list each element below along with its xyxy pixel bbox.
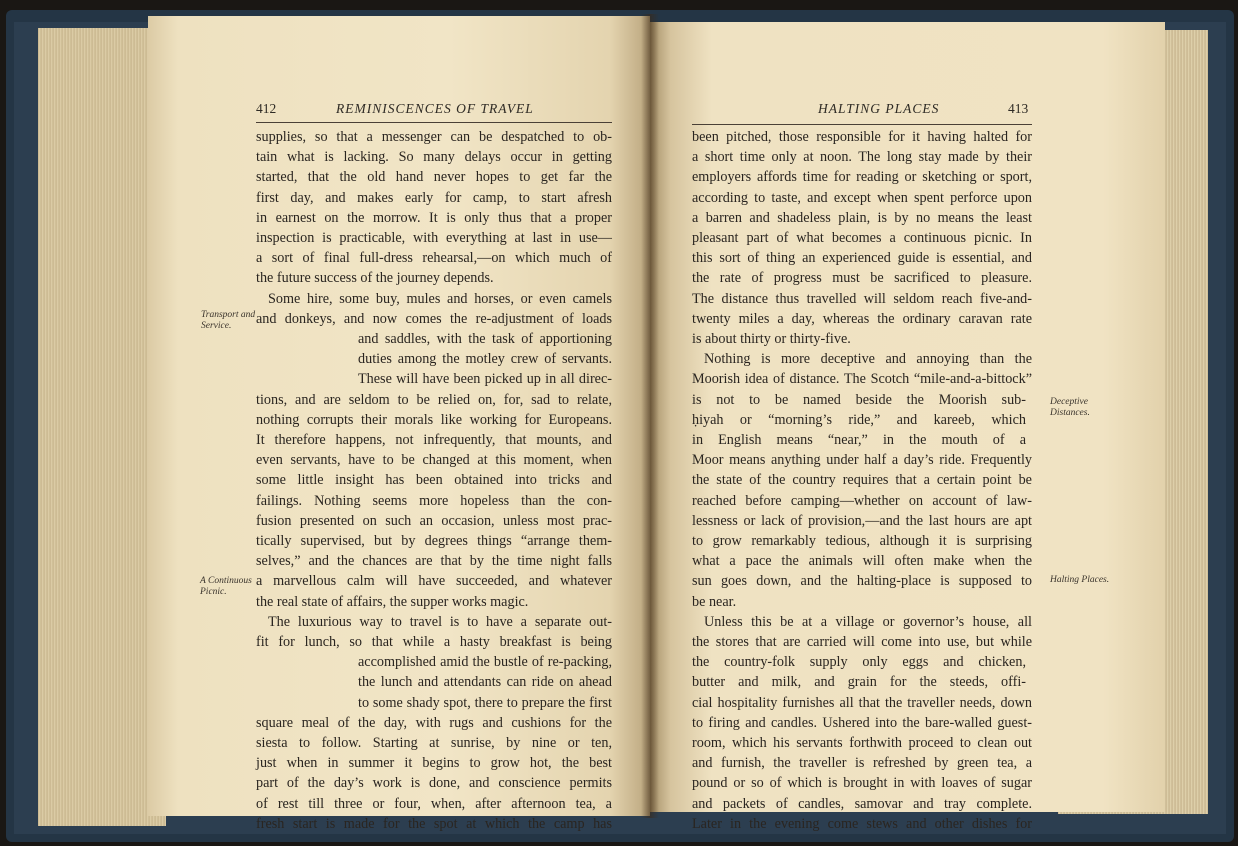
- text-line: according to taste, and except when spent perforce upon: [692, 189, 1032, 206]
- text-line: in English means “near,” in the mouth of a: [692, 432, 1026, 448]
- text-line: tically supervised, but by degrees things “arrange them-: [256, 533, 612, 549]
- text-line: reached before camping—whether on account of law-: [692, 492, 1032, 509]
- text-line: the country-folk supply only eggs and chicken,: [692, 654, 1026, 671]
- margin-note-transport: [201, 310, 255, 332]
- text-line: supplies, so that a messenger can be despatched to ob-: [256, 129, 612, 145]
- text-line: started, that the old hand never hopes to get far the: [256, 169, 612, 186]
- text-line: even servants, have to be changed at this moment, when: [256, 452, 612, 469]
- left-running-title: [336, 101, 534, 117]
- text-line: duties among the motley crew of servants.: [358, 351, 612, 368]
- text-line: ḥiyah or “morning’s ride,” and kareeb, which: [692, 411, 1026, 428]
- margin-note-line: Picnic.: [200, 587, 227, 597]
- text-line: square meal of the day, with rugs and cushions for the: [256, 714, 612, 731]
- text-line: some little insight has been obtained into tricks and: [256, 472, 612, 489]
- text-line: nothing corrupts their morals like working for Europeans.: [256, 411, 612, 428]
- margin-note-line: Service.: [201, 321, 232, 331]
- text-line: the rate of progress must be sacrificed to pleasure.: [692, 270, 1032, 287]
- left-page-edges: [38, 28, 166, 826]
- text-line: the stores that are carried will come into use, but while: [692, 634, 1032, 650]
- text-line: selves,” and the chances are that by the time night falls: [256, 553, 612, 570]
- text-line: the state of the country requires that a certain point be: [692, 472, 1032, 489]
- text-line: twenty miles a day, whereas the ordinary caravan rate: [692, 310, 1032, 327]
- text-line: Moor means anything under half a day’s ride. Frequently: [692, 452, 1032, 469]
- right-page-number: 413: [1008, 101, 1029, 116]
- text-line: fit for lunch, so that while a hasty breakfast is being: [256, 634, 612, 650]
- text-line: accomplished amid the bustle of re-packing,: [358, 654, 612, 671]
- book-gutter: [641, 14, 659, 818]
- text-line: and furnish, the traveller is refreshed by green tea, a: [692, 755, 1032, 772]
- text-line: the future success of the journey depends.: [256, 270, 494, 287]
- text-line: tain what is lacking. So many delays occur in getting: [256, 149, 612, 166]
- text-line: cial hospitality furnishes all that the traveller needs, down: [692, 694, 1032, 711]
- text-line: a short time only at noon. The long stay made by their: [692, 149, 1032, 166]
- text-line: is about thirty or thirty-five.: [692, 331, 851, 347]
- text-line: to grow remarkably tedious, although it is surprising: [692, 533, 1032, 549]
- text-line: a sort of final full-dress rehearsal,—on which much of: [256, 250, 612, 267]
- text-line: first day, and makes early for camp, to start afresh: [256, 189, 612, 206]
- text-line: and donkeys, and now comes the re-adjustment of loads: [256, 310, 612, 327]
- left-header-rule: [256, 122, 612, 123]
- text-line: failings. Nothing seems more hopeless than the con-: [256, 492, 612, 509]
- text-line: room, which his servants forthwith proceed to clean out: [692, 735, 1032, 751]
- text-line: the lunch and attendants can ride on ahead: [358, 674, 612, 691]
- text-line: and saddles, with the task of apportioning: [358, 331, 612, 347]
- margin-note-line: Deceptive: [1050, 397, 1088, 407]
- text-line: lessness or lack of provision,—and the last hours are apt: [692, 512, 1032, 529]
- left-page-number: 412: [256, 101, 277, 116]
- text-line: tions, and are seldom to be relied on, for, sad to relate,: [256, 391, 612, 408]
- right-running-title: [818, 101, 939, 117]
- margin-note-line: Halting Places.: [1050, 575, 1110, 585]
- margin-note-line: A Continuous: [200, 576, 252, 586]
- text-line: to some shady spot, there to prepare the first: [358, 694, 612, 711]
- text-line: These will have been picked up in all direc-: [358, 371, 612, 388]
- text-line: Some hire, some buy, mules and horses, or even camels: [268, 290, 612, 307]
- text-line: Unless this be at a village or governor’s house, all: [704, 613, 1032, 630]
- text-line: this sort of thing an experienced guide is essential, and: [692, 250, 1032, 267]
- text-line: The distance thus travelled will seldom reach five-and-: [692, 290, 1032, 307]
- text-line: Moorish idea of distance. The Scotch “mile-and-a-bittock”: [692, 371, 1032, 388]
- text-line: been pitched, those responsible for it having halted for: [692, 129, 1032, 145]
- right-running-title-text: HALTING PLACES: [818, 101, 940, 116]
- text-line: be near.: [692, 593, 737, 610]
- text-line: what a pace the animals will often make when the: [692, 553, 1032, 570]
- text-line: sun goes down, and the halting-place is supposed to: [692, 573, 1032, 590]
- left-running-title-text: REMINISCENCES OF TRAVEL: [336, 101, 534, 116]
- text-line: Later in the evening come stews and other dishes for: [692, 815, 1032, 832]
- text-line: pound or so of which is brought in with loaves of sugar: [692, 775, 1032, 792]
- right-header-rule: [692, 124, 1032, 125]
- margin-note-halting: [1050, 575, 1109, 586]
- text-line: to firing and candles. Ushered into the bare-walled guest-: [692, 714, 1032, 731]
- text-line: It therefore happens, not infrequently, that mounts, and: [256, 432, 612, 448]
- text-line: part of the day’s work is done, and conscience permits: [256, 775, 612, 792]
- text-line: inspection is practicable, with everything at last in use—: [256, 230, 612, 246]
- text-line: just when in summer it begins to grow hot, the best: [256, 755, 612, 772]
- text-line: of rest till three or four, when, after afternoon tea, a: [256, 795, 612, 812]
- text-line: a barren and shadeless plain, is by no means the least: [692, 209, 1032, 226]
- text-line: fresh start is made for the spot at which the camp has: [256, 815, 612, 832]
- margin-note-line: Distances.: [1050, 408, 1090, 418]
- text-line: and packets of candles, samovar and tray complete.: [692, 795, 1032, 812]
- text-line: butter and milk, and grain for the steeds, offi-: [692, 674, 1026, 691]
- text-line: Nothing is more deceptive and annoying than the: [704, 351, 1032, 368]
- margin-note-picnic: [200, 576, 252, 598]
- text-line: siesta to follow. Starting at sunrise, by nine or ten,: [256, 735, 612, 751]
- text-line: in earnest on the morrow. It is only thus that a proper: [256, 209, 612, 226]
- text-line: a marvellous calm will have succeeded, and whatever: [256, 573, 612, 590]
- text-line: fusion presented on such an occasion, unless most prac-: [256, 512, 612, 529]
- text-line: employers affords time for reading or sketching or sport,: [692, 169, 1032, 186]
- text-line: is not to be named beside the Moorish sub-: [692, 391, 1026, 408]
- margin-note-line: Transport and: [201, 310, 256, 320]
- margin-note-deceptive: [1050, 397, 1090, 419]
- text-line: pleasant part of what becomes a continuous picnic. In: [692, 230, 1032, 246]
- text-line: the real state of affairs, the supper works magic.: [256, 593, 529, 610]
- text-line: The luxurious way to travel is to have a separate out-: [268, 613, 612, 630]
